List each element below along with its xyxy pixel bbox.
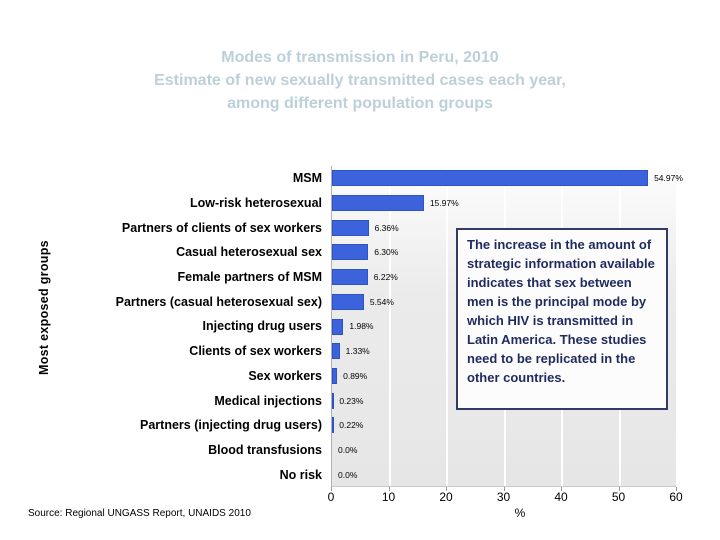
- y-axis-title: Most exposed groups: [37, 240, 51, 376]
- x-tick-label: 30: [496, 490, 511, 504]
- value-label: 15.97%: [429, 198, 459, 209]
- value-label: 0.0%: [338, 469, 358, 480]
- chart-title: [0, 46, 720, 115]
- bar: [332, 368, 337, 384]
- value-label: 0.0%: [338, 444, 358, 455]
- x-tick-label: 50: [611, 490, 626, 504]
- bar: [332, 220, 369, 236]
- category-label: Partners of clients of sex workers: [121, 220, 322, 235]
- bar: [332, 319, 343, 335]
- value-label: 0.89%: [343, 370, 368, 381]
- gridline: [676, 166, 678, 486]
- annotation-text: The increase in the amount of strategic information available indicates that sex between men is the principal mode by which HIV is transmitted in Latin America. These studies need to be replicated in the other countries.: [467, 237, 655, 385]
- gridline: [389, 166, 391, 486]
- bar: [332, 417, 334, 433]
- source-note: Source: Regional UNGASS Report, UNAIDS 2010: [28, 508, 251, 519]
- value-label: 5.54%: [369, 296, 394, 307]
- category-label: Low-risk heterosexual: [190, 196, 322, 211]
- category-label: Partners (casual heterosexual sex): [115, 294, 322, 309]
- value-label: 1.98%: [349, 321, 374, 332]
- category-label: No risk: [279, 467, 322, 482]
- value-label: 6.30%: [374, 247, 399, 258]
- category-label: Casual heterosexual sex: [176, 245, 322, 260]
- category-label: Female partners of MSM: [177, 270, 322, 285]
- bar: [332, 393, 334, 409]
- category-label: Blood transfusions: [208, 442, 322, 457]
- annotation-box: [456, 228, 668, 410]
- category-label: Sex workers: [248, 368, 322, 383]
- category-label: Partners (injecting drug users): [140, 418, 322, 433]
- category-label: Clients of sex workers: [189, 344, 322, 359]
- value-label: 0.22%: [339, 420, 364, 431]
- value-label: 0.23%: [339, 395, 364, 406]
- chart-title-line-3: among different population groups: [227, 95, 493, 112]
- category-label: Medical injections: [214, 393, 322, 408]
- category-label: Injecting drug users: [202, 319, 322, 334]
- value-label: 1.33%: [345, 346, 370, 357]
- value-label: 54.97%: [654, 173, 683, 184]
- chart-title-line-2: Estimate of new sexually transmitted cases each year,: [154, 72, 566, 89]
- bar: [332, 294, 364, 310]
- x-axis-title: %: [514, 506, 526, 520]
- category-label: MSM: [292, 171, 322, 186]
- value-label: 6.36%: [374, 222, 399, 233]
- chart-title-line-1: Modes of transmission in Peru, 2010: [221, 49, 499, 66]
- bar: [332, 170, 648, 186]
- value-label: 6.22%: [373, 272, 398, 283]
- bar: [332, 244, 368, 260]
- x-tick-label: 10: [381, 490, 396, 504]
- x-tick-label: 0: [327, 490, 335, 504]
- bar: [332, 269, 368, 285]
- x-tick-label: 60: [669, 490, 683, 504]
- bar: [332, 195, 424, 211]
- x-tick-label: 20: [439, 490, 453, 504]
- x-tick-label: 40: [554, 490, 568, 504]
- bar: [332, 343, 340, 359]
